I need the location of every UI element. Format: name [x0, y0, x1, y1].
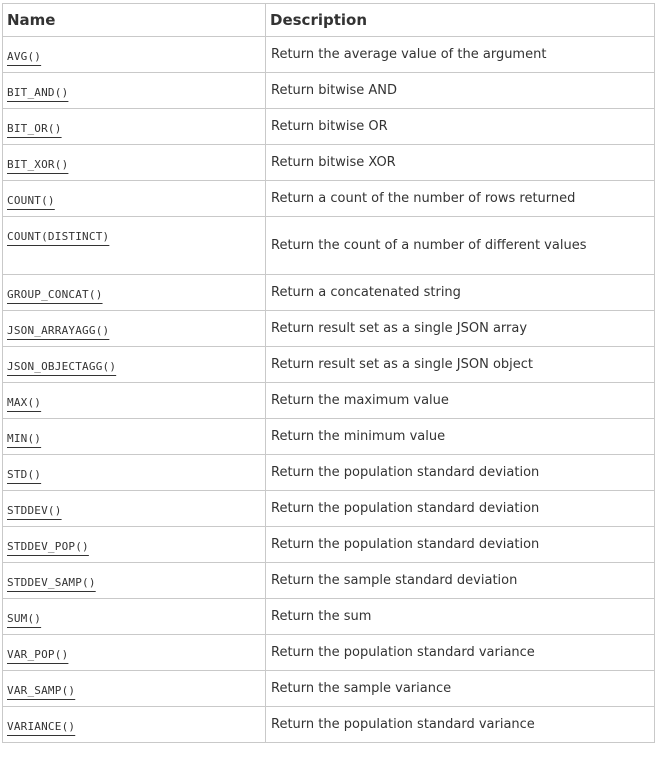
- function-link[interactable]: JSON_OBJECTAGG(): [7, 360, 117, 373]
- column-header-name: Name: [3, 4, 266, 37]
- table-row: [3, 599, 655, 635]
- function-link[interactable]: BIT_AND(): [7, 86, 69, 99]
- table-row: [3, 181, 655, 217]
- description-cell: Return the sum: [266, 599, 655, 635]
- description-cell: Return the count of a number of different values: [266, 217, 655, 275]
- function-link[interactable]: JSON_ARRAYAGG(): [7, 324, 110, 337]
- header-row: [3, 4, 655, 37]
- name-cell: [3, 599, 266, 635]
- table-row: [3, 73, 655, 109]
- name-cell: [3, 73, 266, 109]
- table-row: [3, 419, 655, 455]
- table-row: [3, 217, 655, 275]
- name-cell: [3, 109, 266, 145]
- table-row: [3, 563, 655, 599]
- column-header-description: Description: [266, 4, 655, 37]
- description-cell: Return the average value of the argument: [266, 37, 655, 73]
- name-cell: [3, 37, 266, 73]
- name-cell: [3, 419, 266, 455]
- table-row: [3, 109, 655, 145]
- function-link[interactable]: STD(): [7, 468, 42, 481]
- name-cell: [3, 217, 266, 275]
- description-cell: Return the population standard deviation: [266, 491, 655, 527]
- function-link[interactable]: STDDEV_POP(): [7, 540, 89, 553]
- table-row: [3, 383, 655, 419]
- table-row: [3, 671, 655, 707]
- description-cell: Return bitwise XOR: [266, 145, 655, 181]
- name-cell: [3, 527, 266, 563]
- description-cell: Return a concatenated string: [266, 275, 655, 311]
- name-cell: [3, 635, 266, 671]
- table-row: [3, 311, 655, 347]
- table-row: [3, 527, 655, 563]
- description-cell: Return the population standard variance: [266, 707, 655, 743]
- description-cell: Return result set as a single JSON object: [266, 347, 655, 383]
- description-cell: Return the population standard deviation: [266, 455, 655, 491]
- function-link[interactable]: BIT_XOR(): [7, 158, 69, 171]
- function-link[interactable]: BIT_OR(): [7, 122, 62, 135]
- table-row: [3, 707, 655, 743]
- function-link[interactable]: VAR_POP(): [7, 648, 69, 661]
- name-cell: [3, 145, 266, 181]
- function-link[interactable]: AVG(): [7, 50, 42, 63]
- table-row: [3, 275, 655, 311]
- table-row: [3, 145, 655, 181]
- description-cell: Return result set as a single JSON array: [266, 311, 655, 347]
- name-cell: [3, 181, 266, 217]
- name-cell: [3, 383, 266, 419]
- table-row: [3, 37, 655, 73]
- name-cell: [3, 563, 266, 599]
- name-cell: [3, 671, 266, 707]
- name-cell: [3, 347, 266, 383]
- function-link[interactable]: COUNT(): [7, 194, 55, 207]
- table-row: [3, 635, 655, 671]
- description-cell: Return the minimum value: [266, 419, 655, 455]
- function-link[interactable]: COUNT(DISTINCT): [7, 230, 110, 243]
- function-link[interactable]: MIN(): [7, 432, 42, 445]
- description-cell: Return the population standard deviation: [266, 527, 655, 563]
- name-cell: [3, 707, 266, 743]
- function-link[interactable]: STDDEV_SAMP(): [7, 576, 96, 589]
- name-cell: [3, 311, 266, 347]
- description-cell: Return the population standard variance: [266, 635, 655, 671]
- table-row: [3, 347, 655, 383]
- function-link[interactable]: MAX(): [7, 396, 42, 409]
- table-header: [3, 4, 655, 37]
- description-cell: Return bitwise AND: [266, 73, 655, 109]
- name-cell: [3, 275, 266, 311]
- function-link[interactable]: VARIANCE(): [7, 720, 76, 733]
- description-cell: Return bitwise OR: [266, 109, 655, 145]
- table-row: [3, 455, 655, 491]
- aggregate-functions-table: [2, 3, 655, 743]
- description-cell: Return a count of the number of rows returned: [266, 181, 655, 217]
- function-link[interactable]: GROUP_CONCAT(): [7, 288, 103, 301]
- function-link[interactable]: SUM(): [7, 612, 42, 625]
- table-row: [3, 491, 655, 527]
- description-cell: Return the sample variance: [266, 671, 655, 707]
- description-cell: Return the sample standard deviation: [266, 563, 655, 599]
- function-link[interactable]: VAR_SAMP(): [7, 684, 76, 697]
- name-cell: [3, 491, 266, 527]
- name-cell: [3, 455, 266, 491]
- table-body: [3, 37, 655, 743]
- description-cell: Return the maximum value: [266, 383, 655, 419]
- function-link[interactable]: STDDEV(): [7, 504, 62, 517]
